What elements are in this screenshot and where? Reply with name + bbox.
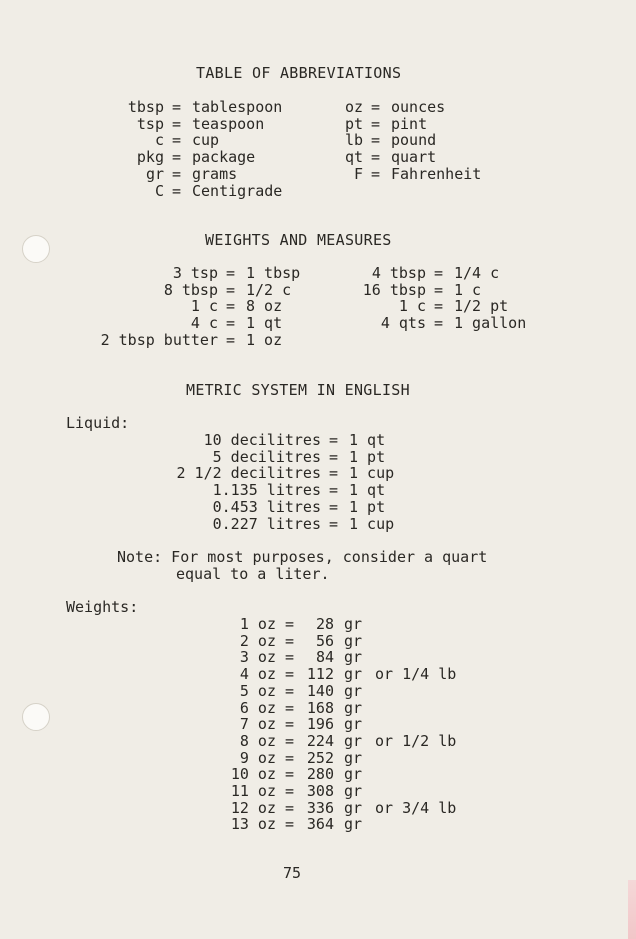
liquid-row-rhs: 1 qt	[349, 431, 386, 449]
abbrev-left-equals: =	[172, 131, 182, 150]
wm-right-lhs: 4 tbsp	[371, 264, 426, 282]
wm-right-rhs: 1/2 pt	[454, 297, 509, 316]
abbrev-left-lhs: tsp	[136, 114, 164, 133]
weight-grams: 84	[315, 648, 334, 667]
abbrev-left-equals: =	[172, 181, 182, 200]
weight-oz: 2 oz	[239, 631, 276, 650]
liquid-row-equals: =	[329, 431, 339, 449]
abbrev-right-rhs: pound	[391, 131, 437, 150]
liquid-row-equals: =	[329, 514, 339, 533]
liquid-row-lhs: 5 decilitres	[212, 447, 321, 466]
weights-label: Weights:	[66, 598, 139, 616]
liquid-row-rhs: 1 cup	[349, 514, 395, 533]
weight-unit: gr	[344, 815, 363, 834]
weight-unit: gr	[344, 631, 363, 650]
weight-grams: 28	[315, 615, 334, 633]
metric-title: METRIC SYSTEM IN ENGLISH	[186, 381, 410, 399]
abbrev-left-equals: =	[172, 148, 182, 167]
weight-unit: gr	[344, 782, 363, 800]
page-number: 75	[283, 864, 302, 882]
weight-grams: 308	[306, 782, 334, 800]
abbrev-left-rhs: cup	[192, 131, 220, 150]
wm-right-equals: =	[434, 280, 444, 299]
weight-equals: =	[285, 615, 295, 633]
wm-right-equals: =	[434, 297, 444, 316]
weight-oz: 6 oz	[239, 698, 276, 717]
weight-equals: =	[285, 648, 295, 667]
abbrev-left-lhs: c	[154, 131, 164, 150]
weight-equals: =	[285, 698, 295, 717]
note-line-2: equal to a liter.	[176, 565, 330, 583]
weight-oz: 10 oz	[230, 765, 276, 784]
abbrev-left-rhs: package	[192, 148, 256, 167]
weight-unit: gr	[344, 615, 363, 633]
abbrev-right-equals: =	[371, 148, 381, 167]
wm-left-rhs: 1 tbsp	[246, 264, 301, 282]
wm-left-rhs: 8 oz	[246, 297, 283, 316]
liquid-row-rhs: 1 qt	[349, 481, 386, 500]
weight-unit: gr	[344, 698, 363, 717]
liquid-row-equals: =	[329, 447, 339, 466]
weight-grams: 336	[306, 798, 334, 817]
weight-unit: gr	[344, 731, 363, 750]
wm-left-equals: =	[226, 297, 236, 316]
abbrev-right-lhs: oz	[344, 98, 363, 116]
liquid-row-equals: =	[329, 481, 339, 500]
wm-right-equals: =	[434, 264, 444, 282]
wm-left-lhs: 8 tbsp	[163, 280, 218, 299]
weight-grams: 280	[306, 765, 334, 784]
weight-grams: 112	[306, 665, 334, 684]
liquid-row-lhs: 1.135 litres	[212, 481, 321, 500]
liquid-row-lhs: 0.227 litres	[212, 514, 321, 533]
abbrev-left-lhs: pkg	[136, 148, 164, 167]
binder-hole	[22, 703, 50, 731]
wm-left-lhs: 4 c	[190, 314, 218, 333]
wm-right-lhs: 4 qts	[380, 314, 426, 333]
wm-right-lhs: 16 tbsp	[362, 280, 426, 299]
weight-unit: gr	[344, 715, 363, 734]
weight-equals: =	[285, 748, 295, 767]
wm-right-rhs: 1 gallon	[454, 314, 527, 333]
weight-unit: gr	[344, 665, 363, 684]
abbrev-right-lhs: pt	[344, 114, 363, 133]
weight-pound-equivalent: or 1/4 lb	[375, 665, 457, 684]
weight-equals: =	[285, 782, 295, 800]
abbrev-right-equals: =	[371, 131, 381, 150]
liquid-row-rhs: 1 pt	[349, 497, 386, 516]
weight-equals: =	[285, 665, 295, 684]
abbrev-left-equals: =	[172, 164, 182, 183]
weight-grams: 224	[306, 731, 334, 750]
wm-left-lhs: 2 tbsp butter	[100, 330, 218, 349]
wm-left-equals: =	[226, 330, 236, 349]
weight-grams: 364	[306, 815, 334, 834]
liquid-row-lhs: 0.453 litres	[212, 497, 321, 516]
wm-left-equals: =	[226, 314, 236, 333]
wm-right-equals: =	[434, 314, 444, 333]
weight-unit: gr	[344, 765, 363, 784]
weight-oz: 8 oz	[239, 731, 276, 750]
weight-unit: gr	[344, 748, 363, 767]
liquid-row-equals: =	[329, 497, 339, 516]
wm-left-lhs: 3 tsp	[172, 264, 218, 282]
weight-grams: 196	[306, 715, 334, 734]
wm-left-equals: =	[226, 264, 236, 282]
abbrev-right-equals: =	[371, 98, 381, 116]
abbrev-right-rhs: pint	[391, 114, 428, 133]
weight-grams: 168	[306, 698, 334, 717]
page-edge-mark	[628, 880, 636, 939]
abbrev-right-lhs: lb	[344, 131, 363, 150]
weight-grams: 140	[306, 681, 334, 700]
wm-right-rhs: 1 c	[454, 280, 482, 299]
abbrev-left-rhs: grams	[192, 164, 238, 183]
wm-right-lhs: 1 c	[398, 297, 426, 316]
abbrev-left-rhs: Centigrade	[192, 181, 283, 200]
note-line-1: Note: For most purposes, consider a quart	[117, 548, 488, 566]
wm-left-rhs: 1 oz	[246, 330, 283, 349]
weight-grams: 56	[315, 631, 334, 650]
weight-pound-equivalent: or 1/2 lb	[375, 731, 457, 750]
abbrev-right-lhs: F	[353, 164, 363, 183]
abbrev-right-equals: =	[371, 114, 381, 133]
abbrev-left-equals: =	[172, 98, 182, 116]
abbrev-right-rhs: Fahrenheit	[391, 164, 482, 183]
weight-oz: 5 oz	[239, 681, 276, 700]
wm-left-rhs: 1 qt	[246, 314, 283, 333]
abbrev-right-equals: =	[371, 164, 381, 183]
wm-left-rhs: 1/2 c	[246, 280, 292, 299]
liquid-label: Liquid:	[66, 414, 130, 432]
weight-unit: gr	[344, 681, 363, 700]
weight-equals: =	[285, 815, 295, 834]
weight-oz: 13 oz	[230, 815, 276, 834]
liquid-row-lhs: 2 1/2 decilitres	[176, 464, 321, 483]
abbrev-left-equals: =	[172, 114, 182, 133]
abbrev-left-lhs: tbsp	[127, 98, 164, 116]
weight-pound-equivalent: or 3/4 lb	[375, 798, 457, 817]
weight-oz: 9 oz	[239, 748, 276, 767]
liquid-row-rhs: 1 pt	[349, 447, 386, 466]
liquid-row-equals: =	[329, 464, 339, 483]
weight-equals: =	[285, 731, 295, 750]
abbrev-left-rhs: teaspoon	[192, 114, 265, 133]
weight-equals: =	[285, 631, 295, 650]
abbrev-left-lhs: C	[154, 181, 164, 200]
abbrev-right-rhs: ounces	[391, 98, 446, 116]
weight-equals: =	[285, 798, 295, 817]
weight-unit: gr	[344, 798, 363, 817]
abbrev-right-rhs: quart	[391, 148, 437, 167]
weight-oz: 12 oz	[230, 798, 276, 817]
weight-equals: =	[285, 765, 295, 784]
weights-measures-title: WEIGHTS AND MEASURES	[205, 231, 392, 249]
abbrev-left-lhs: gr	[145, 164, 164, 183]
abbreviations-title: TABLE OF ABBREVIATIONS	[196, 64, 402, 82]
abbrev-right-lhs: qt	[344, 148, 363, 167]
wm-right-rhs: 1/4 c	[454, 264, 500, 282]
wm-left-lhs: 1 c	[190, 297, 218, 316]
weight-oz: 7 oz	[239, 715, 276, 734]
weight-grams: 252	[306, 748, 334, 767]
liquid-row-rhs: 1 cup	[349, 464, 395, 483]
weight-oz: 4 oz	[239, 665, 276, 684]
weight-unit: gr	[344, 648, 363, 667]
weight-oz: 1 oz	[239, 615, 276, 633]
weight-oz: 11 oz	[230, 782, 276, 800]
weight-oz: 3 oz	[239, 648, 276, 667]
abbrev-left-rhs: tablespoon	[192, 98, 283, 116]
weight-equals: =	[285, 715, 295, 734]
weight-equals: =	[285, 681, 295, 700]
binder-hole	[22, 235, 50, 263]
liquid-row-lhs: 10 decilitres	[203, 431, 321, 449]
wm-left-equals: =	[226, 280, 236, 299]
